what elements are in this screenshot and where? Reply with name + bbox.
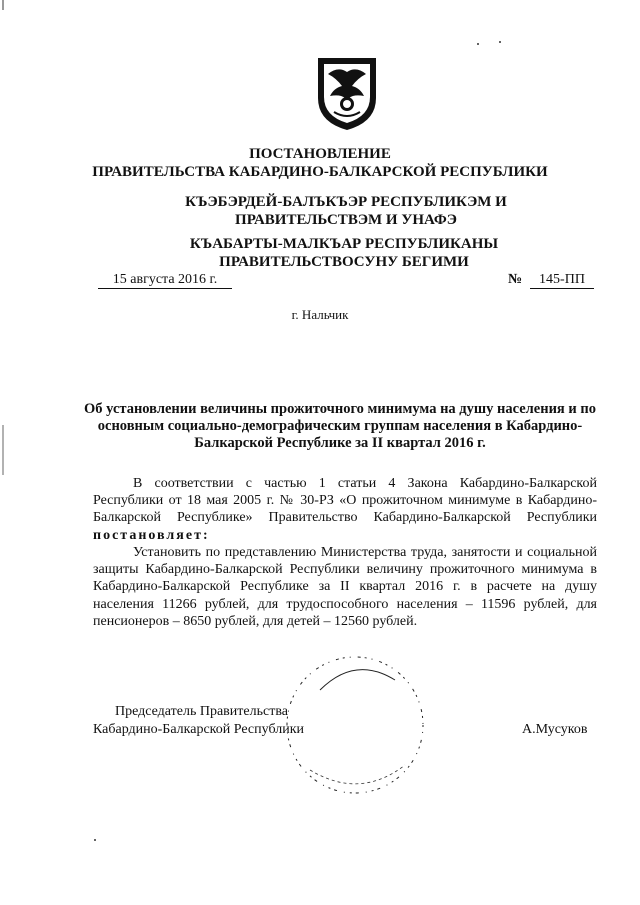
document-number: 145-ПП	[530, 272, 594, 289]
government-name-ru: ПРАВИТЕЛЬСТВА КАБАРДИНО-БАЛКАРСКОЙ РЕСПУБЛИКИ	[92, 164, 548, 180]
number-label: №	[508, 272, 523, 287]
signer-name: А.Мусуков	[522, 722, 588, 737]
government-name-kabardian: КЪЭБЭРДЕЙ-БАЛЪКЪЭР РЕСПУБЛИКЭМ И ПРАВИТЕЛЬСТВЭМ И УНАФЭ	[185, 194, 507, 228]
city-label: г. Нальчик	[291, 307, 349, 322]
resolution-paragraph: Установить по представлению Министерства труда, занятости и социальной защиты Кабардино-Балкарской Республики величину прожиточного минимума в Кабардино-Балкарской Республике за II квартал 2016 г. в расчете на душу населения 11266 рублей, для трудоспособного населения – 11596 рублей, для пенсионеров – 8650 рублей, для детей – 12560 рублей.	[93, 545, 597, 629]
signer-position-line1: Председатель Правительства	[115, 704, 288, 719]
document-date: 15 августа 2016 г.	[98, 272, 232, 289]
resolves-word: постановляет:	[93, 527, 210, 543]
preamble-text: В соответствии с частью 1 статьи 4 Закона Кабардино-Балкарской Республики от 18 мая 2005 г. № 30-РЗ «О прожиточном минимуме в Кабардино-Балкарской Республике» Правительство Кабардино-Балкарской Республики	[93, 476, 597, 526]
doc-type-heading: ПОСТАНОВЛЕНИЕ	[249, 146, 391, 162]
document-title: Об установлении величины прожиточного минимума на душу населения и по основным социально-демографическим группам населения в Кабардино-Балкарской Республике за II квартал 2016 г.	[84, 401, 596, 451]
signer-position-line2: Кабардино-Балкарской Республики	[93, 722, 304, 737]
government-name-balkar: КЪАБАРТЫ-МАЛКЪАР РЕСПУБЛИКАНЫ ПРАВИТЕЛЬСТВОСУНУ БЕГИМИ	[189, 236, 499, 270]
